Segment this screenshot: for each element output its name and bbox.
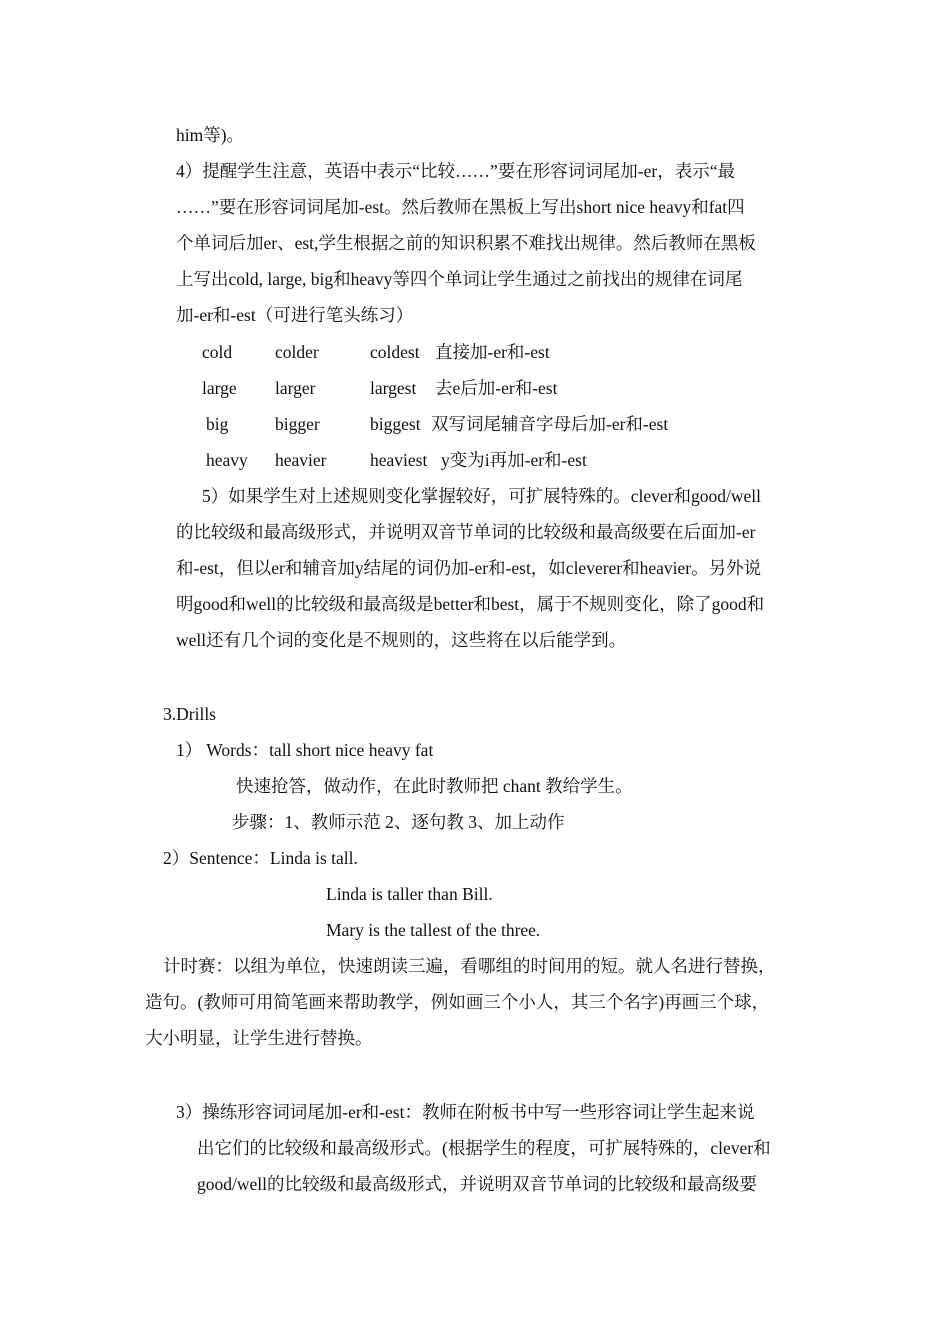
rule-text: y变为i再加-er和-est xyxy=(441,450,587,470)
drill-note: 快速抢答，做动作，在此时教师把 chant 教给学生。 xyxy=(236,776,633,796)
step4-line: 加-er和-est（可进行笔头练习） xyxy=(176,305,414,325)
comparative-word: bigger xyxy=(275,414,320,434)
base-word: big xyxy=(206,414,229,434)
comparative-word: heavier xyxy=(275,450,327,470)
base-word: cold xyxy=(202,342,233,362)
timer-line: 计时赛：以组为单位，快速朗读三遍，看哪组的时间用的短。就人名进行替换， xyxy=(163,956,776,976)
step4-line: ……”要在形容词词尾加-est。然后教师在黑板上写出short nice heavy和fat四 xyxy=(176,197,745,217)
superlative-word: largest xyxy=(370,378,417,398)
base-word: large xyxy=(202,378,237,398)
timer-line: 造句。(教师可用简笔画来帮助教学，例如画三个小人，其三个名字)再画三个球， xyxy=(145,992,770,1012)
drill-item3-line: good/well的比较级和最高级形式，并说明双音节单词的比较级和最高级要 xyxy=(197,1174,757,1194)
superlative-word: coldest xyxy=(370,342,420,362)
timer-line: 大小明显，让学生进行替换。 xyxy=(145,1028,373,1048)
step5-line: 明good和well的比较级和最高级是better和best，属于不规则变化，除了good和 xyxy=(176,594,765,614)
superlative-word: biggest xyxy=(370,414,421,434)
paragraph-line: him等)。 xyxy=(176,125,245,145)
drill-item3-line: 出它们的比较级和最高级形式。(根据学生的程度，可扩展特殊的，clever和 xyxy=(197,1138,771,1158)
drill-item-sentence: 2）Sentence：Linda is tall. xyxy=(163,848,358,868)
step4-line: 个单词后加er、est,学生根据之前的知识积累不难找出规律。然后教师在黑板 xyxy=(176,233,756,253)
step5-line: 的比较级和最高级形式，并说明双音节单词的比较级和最高级要在后面加-er xyxy=(176,522,756,542)
drill-item3-line: 3）操练形容词词尾加-er和-est：教师在附板书中写一些形容词让学生起来说 xyxy=(176,1102,755,1122)
comparative-word: colder xyxy=(275,342,319,362)
drill-sentence: Mary is the tallest of the three. xyxy=(326,920,541,940)
drill-sentence: Linda is taller than Bill. xyxy=(326,884,493,904)
drill-item-words: 1） Words：tall short nice heavy fat xyxy=(176,740,434,760)
step4-line: 上写出cold, large, big和heavy等四个单词让学生通过之前找出的规律在词尾 xyxy=(176,269,743,289)
rule-text: 去e后加-er和-est xyxy=(435,378,558,398)
step5-line: 5）如果学生对上述规则变化掌握较好，可扩展特殊的。clever和good/well xyxy=(202,486,761,506)
rule-text: 双写词尾辅音字母后加-er和-est xyxy=(431,414,669,434)
drills-heading: 3.Drills xyxy=(163,704,216,724)
comparative-word: larger xyxy=(275,378,316,398)
step4-line: 4）提醒学生注意，英语中表示“比较……”要在形容词词尾加-er，表示“最 xyxy=(176,161,735,181)
superlative-word: heaviest xyxy=(370,450,428,470)
step5-line: 和-est，但以er和辅音加y结尾的词仍加-er和-est，如cleverer和heavier。另外说 xyxy=(176,558,762,578)
base-word: heavy xyxy=(206,450,248,470)
step5-line: well还有几个词的变化是不规则的，这些将在以后能学到。 xyxy=(176,630,627,650)
drill-steps: 步骤：1、教师示范 2、逐句教 3、加上动作 xyxy=(232,812,565,832)
rule-text: 直接加-er和-est xyxy=(435,342,550,362)
